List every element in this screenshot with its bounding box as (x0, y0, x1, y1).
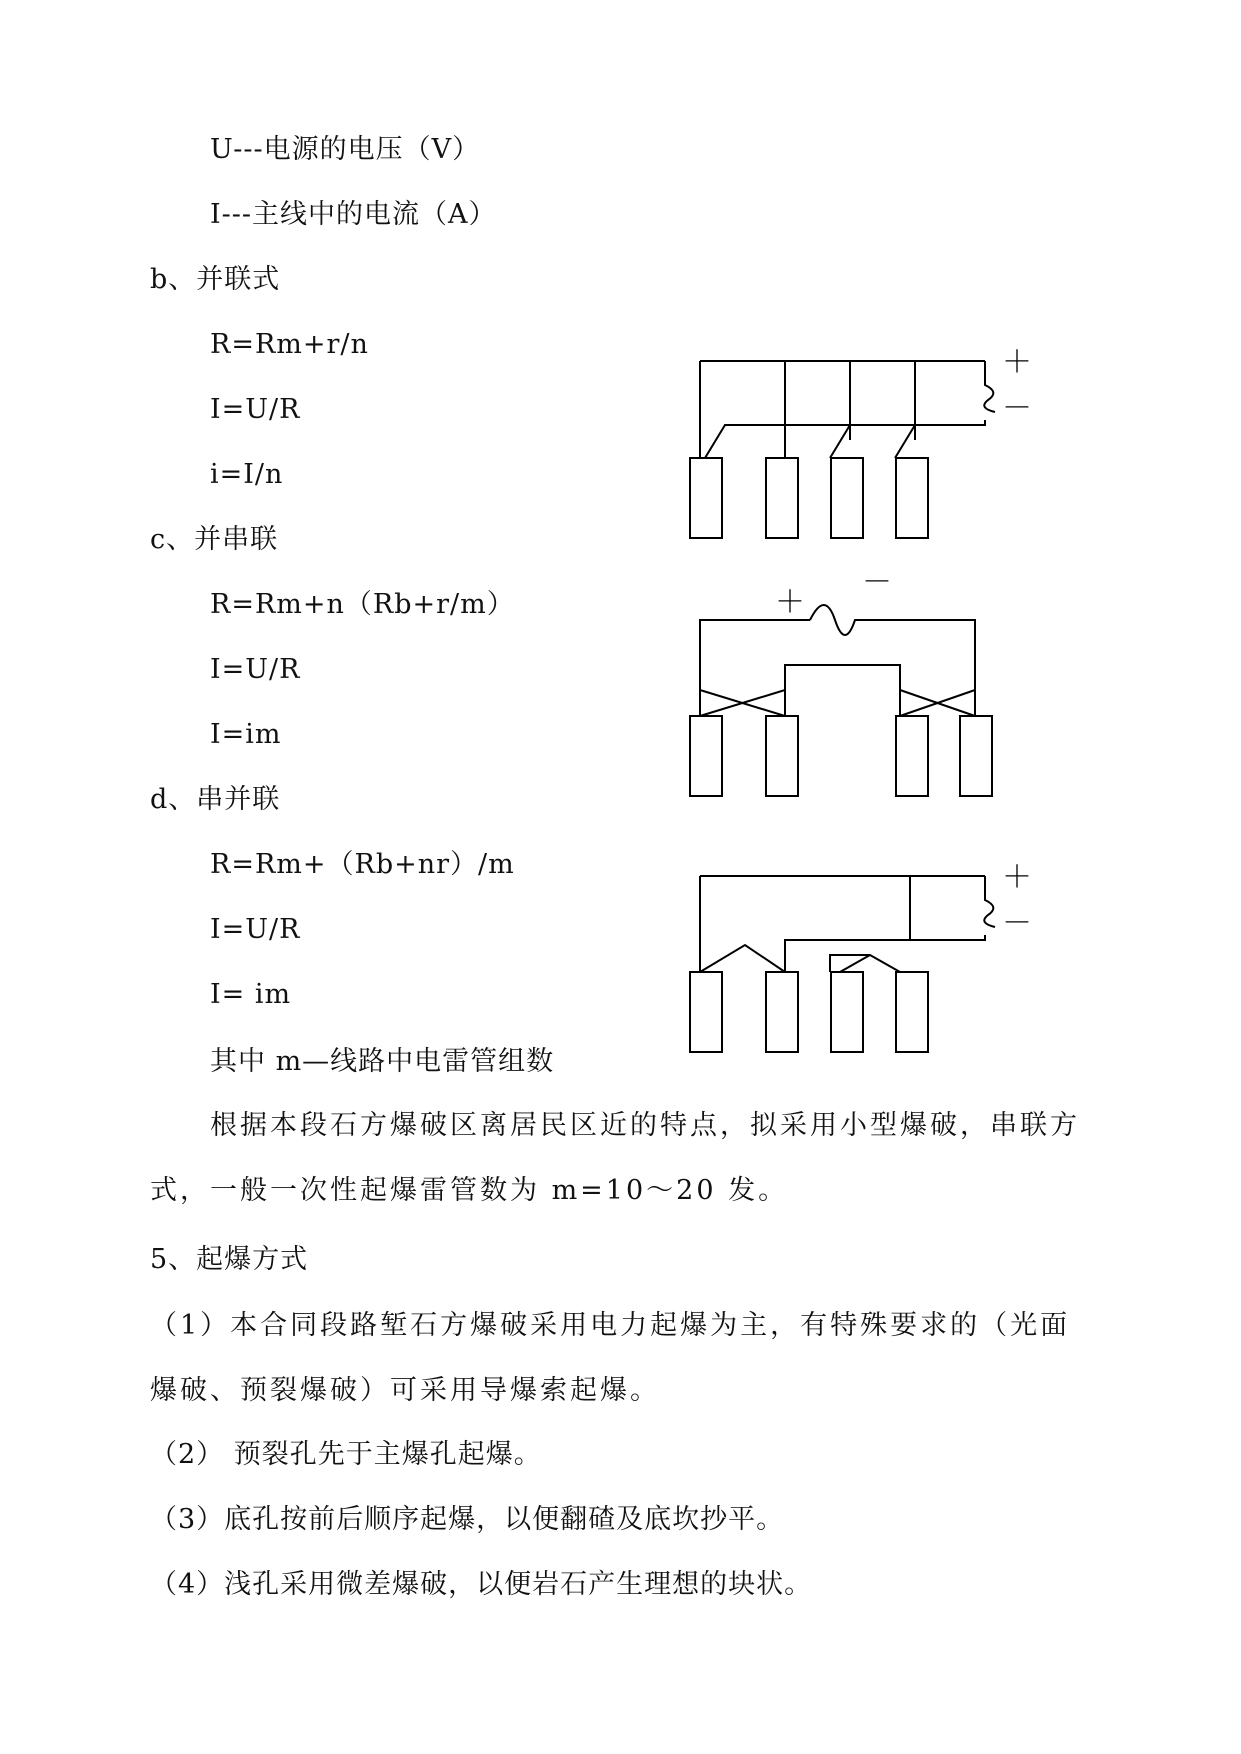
parallel-heading: b、并联式 (150, 264, 281, 295)
plus-sign: ＋ (1002, 860, 1032, 895)
i-definition: I---主线中的电流（A） (210, 199, 497, 230)
plus-sign: ＋ (775, 585, 805, 620)
minus-sign: － (1002, 391, 1032, 426)
plus-sign: ＋ (1002, 345, 1032, 380)
series-parallel-formula-branch: I= im (210, 979, 292, 1010)
series-parallel-formula-i: I=U/R (210, 914, 301, 945)
series-parallel-note: 其中 m—线路中电雷管组数 (210, 1046, 555, 1077)
section-5-item-3: （3）底孔按前后顺序起爆，以便翻碴及底坎抄平。 (150, 1504, 785, 1535)
parallel-formula-branch: i=I/n (210, 459, 284, 490)
detonator (690, 972, 722, 1052)
section-5-item-4: （4）浅孔采用微差爆破，以便岩石产生理想的块状。 (150, 1569, 813, 1600)
u-definition: U---电源的电压（V） (210, 134, 481, 165)
parallel-series-formula-r: R=Rm+n（Rb+r/m） (210, 589, 515, 620)
parallel-series-formula-branch: I=im (210, 719, 282, 750)
section-5-item-2: （2） 预裂孔先于主爆孔起爆。 (150, 1439, 542, 1470)
minus-sign: － (862, 565, 892, 600)
detonator (896, 972, 928, 1052)
series-parallel-heading: d、串并联 (150, 784, 281, 815)
detonator (831, 972, 863, 1052)
parallel-series-formula-i: I=U/R (210, 654, 301, 685)
section-5-heading: 5、起爆方式 (150, 1244, 309, 1275)
section-5-item-1: （1）本合同段路堑石方爆破采用电力起爆为主，有特殊要求的（光面爆破、预裂爆破）可采用导爆索起爆。 (150, 1310, 1071, 1406)
paragraph-text: 根据本段石方爆破区离居民区近的特点，拟采用小型爆破，串联方式，一般一次性起爆雷管数为 m=10～20 发。 (150, 1110, 1080, 1206)
detonator (766, 972, 798, 1052)
parallel-series-heading: c、并串联 (150, 524, 279, 555)
series-parallel-formula-r: R=Rm+（Rb+nr）/m (210, 849, 515, 880)
parallel-formula-i: I=U/R (210, 394, 301, 425)
series-parallel-diagram-wires (700, 876, 995, 972)
minus-sign: － (1002, 906, 1032, 941)
parallel-formula-r: R=Rm+r/n (210, 329, 369, 360)
